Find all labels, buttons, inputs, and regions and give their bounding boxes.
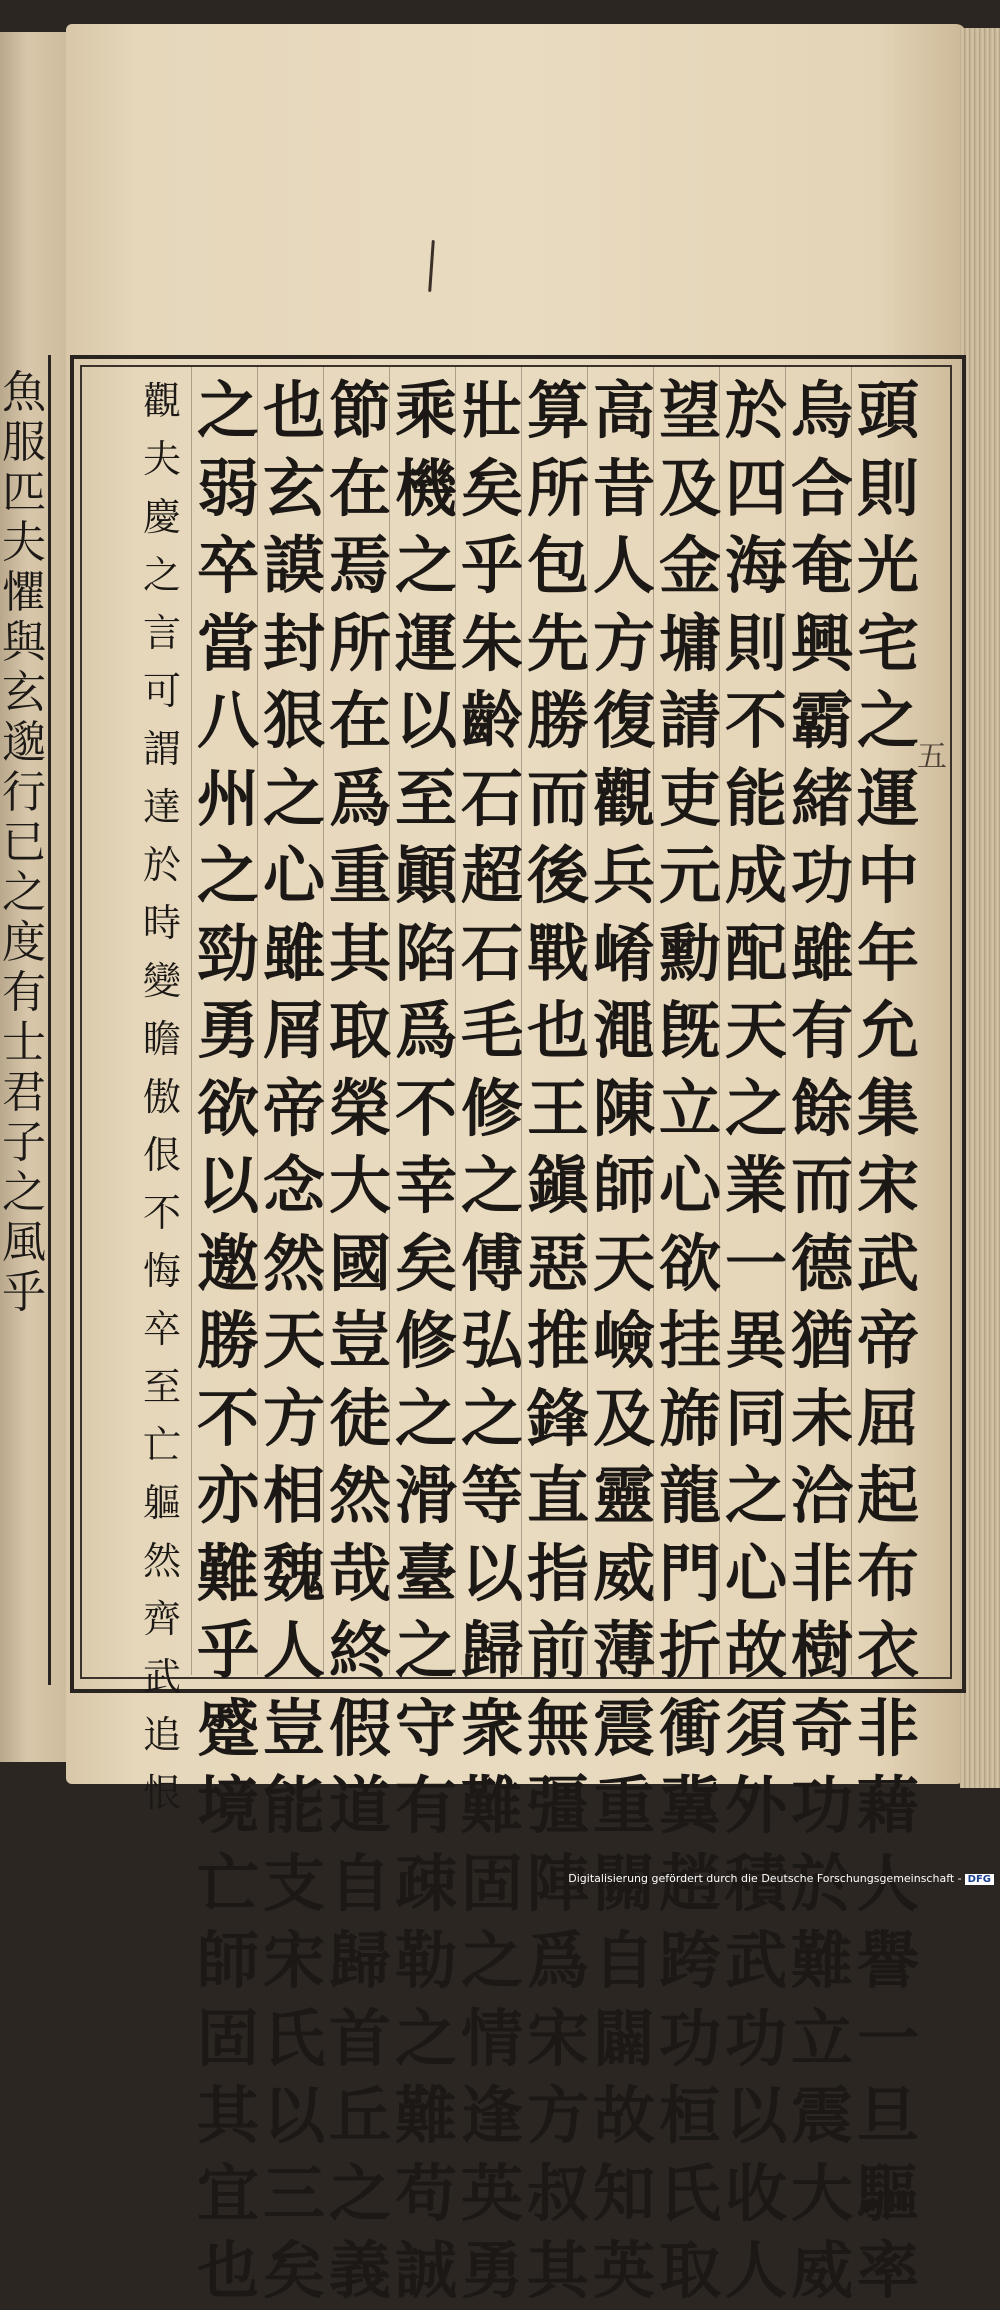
text-column-7: 壯 矣 乎 朱 齡 石 超 石 毛 修 之 傅 弘 之 等 以 歸 衆 難 固 之 情 逢 英 勇 [460,374,523,2307]
text-column-10: 也 玄 謨 封 狠 之 心 雖 屑 帝 念 然 天 方 相 魏 人 豈 能 支 宋 氏 以 三 矣 [262,374,325,2307]
text-column-4: 望 及 金 墉 請 吏 元 勳 旣 立 心 欲 挂 旆 龍 門 折 衝 冀 趙 跨 功 桓 氏 取 [658,374,721,2307]
text-column-1: 頭 則 光 宅 之 運 中 年 允 集 宋 武 帝 屈 起 布 衣 非 藉 人 譽 一 旦 驅 率 [856,374,919,2307]
text-column-6: 算 所 包 先 勝 而 後 戰 也 王 鎭 惡 推 鋒 直 指 前 無 彊 陣 爲 宋 方 叔 其 [526,374,589,2307]
text-column-small: 觀 夫 慶 之 言 可 謂 達 於 時 變 瞻 傲 佷 不 悔 卒 至 亡 軀 然 齊 武 追 恨 [142,379,181,1815]
text-column-11: 之 弱 卒 當 八 州 之 勁 勇 欲 以 邀 勝 不 亦 難 乎 蹙 境 亡 師 固 其 宜 也 [196,374,259,2307]
text-column-8: 乘 機 之 運 以 至 顚 陷 爲 不 幸 矣 修 之 滑 臺 之 守 有 疎 勒 之 難 苟 誠 [394,374,457,2307]
credit-text: Digitalisierung gefördert durch die Deutsche Forschungsgemeinschaft - [568,1872,962,1885]
text-column-9: 節 在 焉 所 在 爲 重 其 取 榮 大 國 豈 徒 然 哉 終 假 道 自 歸 首 丘 之 義 [328,374,391,2307]
dfg-logo: DFG [965,1874,994,1885]
text-column-2: 烏 合 奄 興 霸 緒 功 雖 有 餘 而 德 猶 未 洽 非 樹 奇 功 於 難 立 震 大 威 [790,374,853,2307]
previous-page-text-column: 魚 服 匹 夫 懼 與 玄 邈 行 已 之 度 有 士 君 子 之 風 乎 [2,367,46,1318]
page-stack-edge [960,28,1000,1788]
folio-number: 五 [911,740,946,770]
digitization-credit [568,1872,994,1885]
text-column-5: 高 昔 人 方 復 觀 兵 崤 澠 陳 師 天 嶮 及 靈 威 薄 震 重 關 自 闢 故 知 英 [592,374,655,2307]
column-rule [191,365,192,1675]
text-column-3: 於 四 海 則 不 能 成 配 天 之 業 一 異 同 之 心 故 須 外 積 武 功 以 收 人 [724,374,787,2307]
